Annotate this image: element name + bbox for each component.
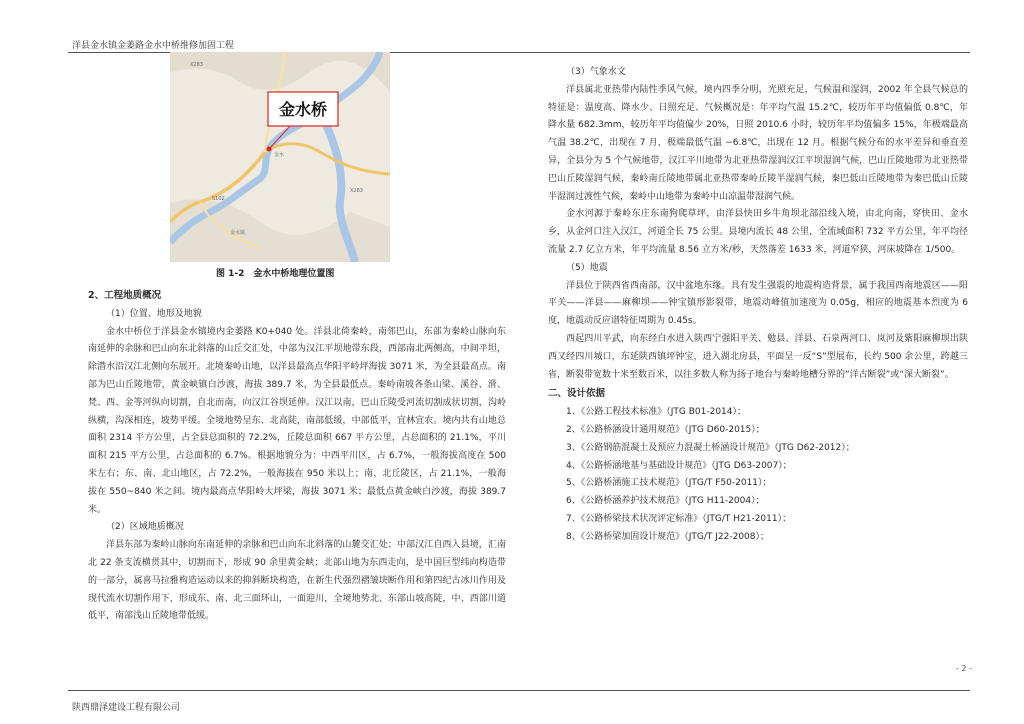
body-paragraph: 洋县属北亚热带内陆性季风气候，境内四季分明，光照充足，气候温和湿润，2002 年全县气候总的特征是：温度高、降水少、日照充足、气候概况是：年平均气温 15.2℃，较历年平均值偏低 0.8℃，年降水量 682.3mm，较历年平均值偏少 20%，日照 2010.6 小时，较历年平均值偏多 15%，年极端最高气温 38.2℃，出现在 7 月，极端最低气温 −6.8℃，出现在 12 月。根据气候分布的水平差异和垂直差异，全县分为 5 个气候地带，汉江平川地带为北亚热带湿润汉江平坝湿润气候，巴山丘陵地带为北亚热带巴山丘陵湿润气候，秦岭南丘陵地带属北亚热带秦岭丘陵半湿润气候，秦巴低山丘陵地带为秦巴低山丘陵半湿润过渡性气候，秦岭中山地带为秦岭中山凉温带湿润气候。 [548,84,968,202]
subsection-heading: （5）地震 [566,262,608,273]
body-paragraph: 洋县东部为秦岭山脉向东南延伸的余脉和巴山向东北斜落的山麓交汇处；中部汉江自西入县境，汇南北 22 条支流横贯其中，切割而下，形成 90 余里黄金峡；北部山地为东西走向，是中国巨型纬向构造带的一部分，属喜马拉雅构造运动以来的抑斜断块构造，在新生代强烈褶皱块断作用和第四纪古冰川作用及现代流水切割作用下，形成东、南、北三面环山，一面迎川，全境地势北、东部山坡高陡，中、西部川道低平，南部浅山丘陵地带低缓。 [88,540,506,622]
right-column [548,64,968,547]
reference-item: 2、《公路桥涵设计通用规范》（JTG D60-2015）； [566,424,765,435]
page-header: 洋县金水镇金萎路金水中桥维修加固工程 [72,41,235,51]
map-graphic [170,52,390,262]
reference-item: 4、《公路桥涵地基与基础设计规范》（JTG D63-2007）； [566,460,792,471]
map-label: X283 [190,62,203,68]
map-label: 金水 [274,152,285,158]
section-heading: 二、设计依据 [548,388,606,400]
left-column [88,286,506,626]
body-paragraph: 金水中桥位于洋县金水镇境内金萎路 K0+040 处。洋县北倚秦岭，南邻巴山，东部为秦岭山脉向东南延伸的余脉和巴山向东北斜落的山丘交汇处，中部为汉江平坝地带东段，西部南北两侧高，中间平坦，除潜水沿汉江北侧向东展开。北境秦岭山地，以洋县最高点华阳平岭坪海拔 3071 米，为全县最高点。南部为巴山丘陵地带，黄金峡镇白沙渡，海拔 389.7 米，为全县最低点。秦岭南坡各条山梁、溪谷、滑、梵、西、金等河纵向切割，自北而南，向汉江谷坝延伸。汉江以南，巴山丘陵受河流切割成状切割，沟岭纵横，沟深相连，坡势平缓。全境地势呈东、北高陡，南部低缓，中部低平，宜林宜农。境内共有山地总面积 2314 平方公里，占全县总面积的 72.2%，丘陵总面积 667 平方公里，占总面积的 21.1%，平川面积 215 平方公里，占总面积的 6.7%。根据地貌分为：中西平川区，占 6.7%，一般海拔高度在 500 米左右；东、南、北山地区，占 72.2%，一般海拔在 950 米以上；南、北丘陵区，占 21.1%，一般海拔在 550~840 米之间。境内最高点华阳岭大坪梁，海拔 3071 米；最低点黄金峡白沙渡，海拔 389.7 米。 [88,326,506,515]
body-paragraph: 金水河源于秦岭东庄东南狗爬草坪，由洋县快田乡牛角坝北部沿线入境，由北向南，穿快田、金水乡，从金河口注入汉江，河道全长 75 公里。县境内流长 48 公里，全流域面积 732 平方公里，年平均径流量 2.7 亿立方米，年平均流量 8.56 立方米/秒，天然落差 1633 米，河道窄狭，河床坡降在 1/500。 [548,209,968,255]
map-label: 金水镇 [230,230,246,236]
section-heading: 2、工程地质概况 [88,290,162,301]
page-number: - 2 - [956,664,972,673]
location-map [170,52,390,262]
subsection-heading: （1）位置、地形及地貌 [106,308,202,319]
body-paragraph: 洋县位于陕西省西南部，汉中盆地东缘。具有发生强震的地震构造背景，属于我国西南地震区——阳平关——洋县——麻柳坝——钟宝镇形影裂带，地震动峰值加速度为 0.05g，相应的地震基本烈度为 6 度，地震动反应谱特征周期为 0.45s。 [548,280,968,327]
reference-item: 7、《公路桥梁技术状况评定标准》（JTG/T H21-2011）； [566,513,792,524]
figure-caption: 图 1-2 金水中桥地理位置图 [216,269,335,279]
map-label: S102 [212,196,225,202]
reference-item: 5、《公路桥涵施工技术规范》（JTG/T F50-2011）； [566,478,772,489]
map-callout-label: 金水桥 [278,100,328,119]
footer-rule [68,690,970,691]
reference-item: 1、《公路工程技术标准》（JTG B01-2014）； [566,407,746,418]
subsection-heading: （3）气象水文 [566,67,626,77]
body-paragraph: 西起四川平武，向东经白水进入陕西宁强阳平关、勉县、洋县、石泉两河口、岚河及紫阳麻柳坝出陕西又经四川城口，东延陕西镇坪钟宝，进入湖北房县，平面呈一反“S”型展布，长约 500 余公里，跨越三省，断裂带宽数十米至数百米，以往多数人称为扬子地台与秦岭地槽分界的“洋古断裂”或“深大断裂”。 [548,333,968,380]
subsection-heading: （2）区域地质概况 [106,522,184,533]
reference-item: 3、《公路钢筋混凝土及预应力混凝土桥涵设计规范》（JTG D62-2012）； [566,442,855,453]
map-label: X283 [350,188,363,194]
reference-item: 8、《公路桥梁加固设计规范》（JTG/T J22-2008）； [566,531,770,542]
page-footer: 陕西鼎泽建设工程有限公司 [72,703,181,713]
reference-item: 6、《公路桥涵养护技术规范》（JTG H11-2004）； [566,496,765,507]
